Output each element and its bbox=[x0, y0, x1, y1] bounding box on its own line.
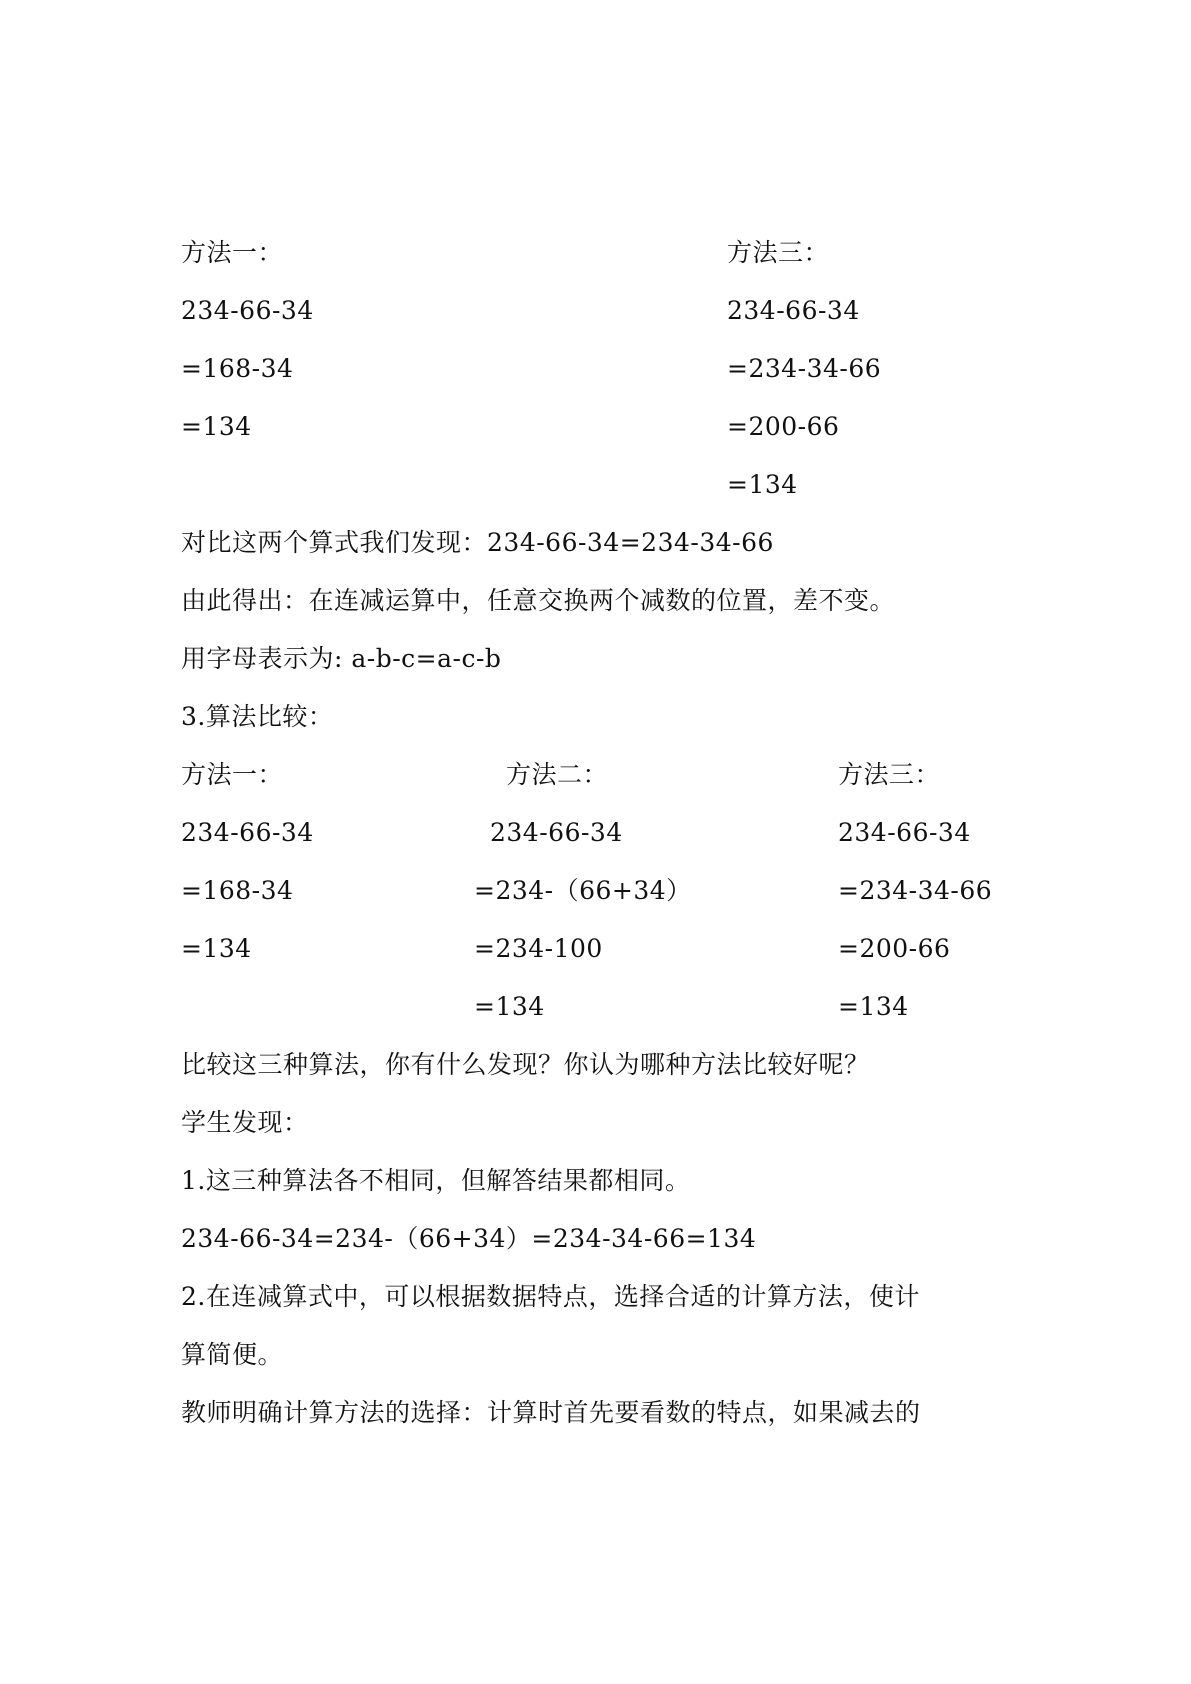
compare-method2-line-4: =134 bbox=[474, 992, 545, 1021]
comparison-question: 比较这三种算法，你有什么发现？你认为哪种方法比较好呢？ bbox=[181, 1050, 870, 1079]
compare-method1-line-3: =134 bbox=[181, 934, 252, 963]
compare-method3-line-4: =134 bbox=[838, 992, 909, 1021]
compare-method3-line-2: =234-34-66 bbox=[838, 876, 993, 905]
teacher-explanation: 教师明确计算方法的选择：计算时首先要看数的特点，如果减去的 bbox=[181, 1398, 921, 1427]
compare-method3-heading: 方法三： bbox=[838, 760, 941, 789]
compare-method3-line-3: =200-66 bbox=[838, 934, 951, 963]
compare-finding-text: 对比这两个算式我们发现：234-66-34=234-34-66 bbox=[181, 528, 774, 557]
method1-line-1: 234-66-34 bbox=[181, 296, 314, 325]
letters-formula-text: 用字母表示为: a-b-c=a-c-b bbox=[181, 644, 502, 673]
finding-2-line-1: 2.在连减算式中，可以根据数据特点，选择合适的计算方法，使计 bbox=[181, 1282, 920, 1311]
finding-1-formula: 234-66-34=234-（66+34）=234-34-66=134 bbox=[181, 1224, 757, 1253]
student-findings-heading: 学生发现： bbox=[181, 1108, 309, 1137]
method3-line-3: =200-66 bbox=[727, 412, 840, 441]
compare-method1-line-1: 234-66-34 bbox=[181, 818, 314, 847]
section3-title: 3.算法比较： bbox=[181, 702, 334, 731]
method3-line-4: =134 bbox=[727, 470, 798, 499]
finding-2-line-2: 算简便。 bbox=[181, 1340, 284, 1369]
method1-heading: 方法一： bbox=[181, 238, 284, 267]
compare-method1-heading: 方法一： bbox=[181, 760, 284, 789]
compare-method1-line-2: =168-34 bbox=[181, 876, 294, 905]
method3-heading: 方法三： bbox=[727, 238, 830, 267]
method1-line-3: =134 bbox=[181, 412, 252, 441]
method1-line-2: =168-34 bbox=[181, 354, 294, 383]
compare-method2-line-2: =234-（66+34） bbox=[474, 876, 692, 905]
finding-1-text: 1.这三种算法各不相同，但解答结果都相同。 bbox=[181, 1166, 691, 1195]
compare-method2-line-1: 234-66-34 bbox=[490, 818, 623, 847]
method3-line-2: =234-34-66 bbox=[727, 354, 882, 383]
compare-method3-line-1: 234-66-34 bbox=[838, 818, 971, 847]
compare-method2-heading: 方法二： bbox=[506, 760, 609, 789]
compare-method2-line-3: =234-100 bbox=[474, 934, 603, 963]
conclusion-text: 由此得出：在连减运算中，任意交换两个减数的位置，差不变。 bbox=[181, 586, 896, 615]
method3-line-1: 234-66-34 bbox=[727, 296, 860, 325]
